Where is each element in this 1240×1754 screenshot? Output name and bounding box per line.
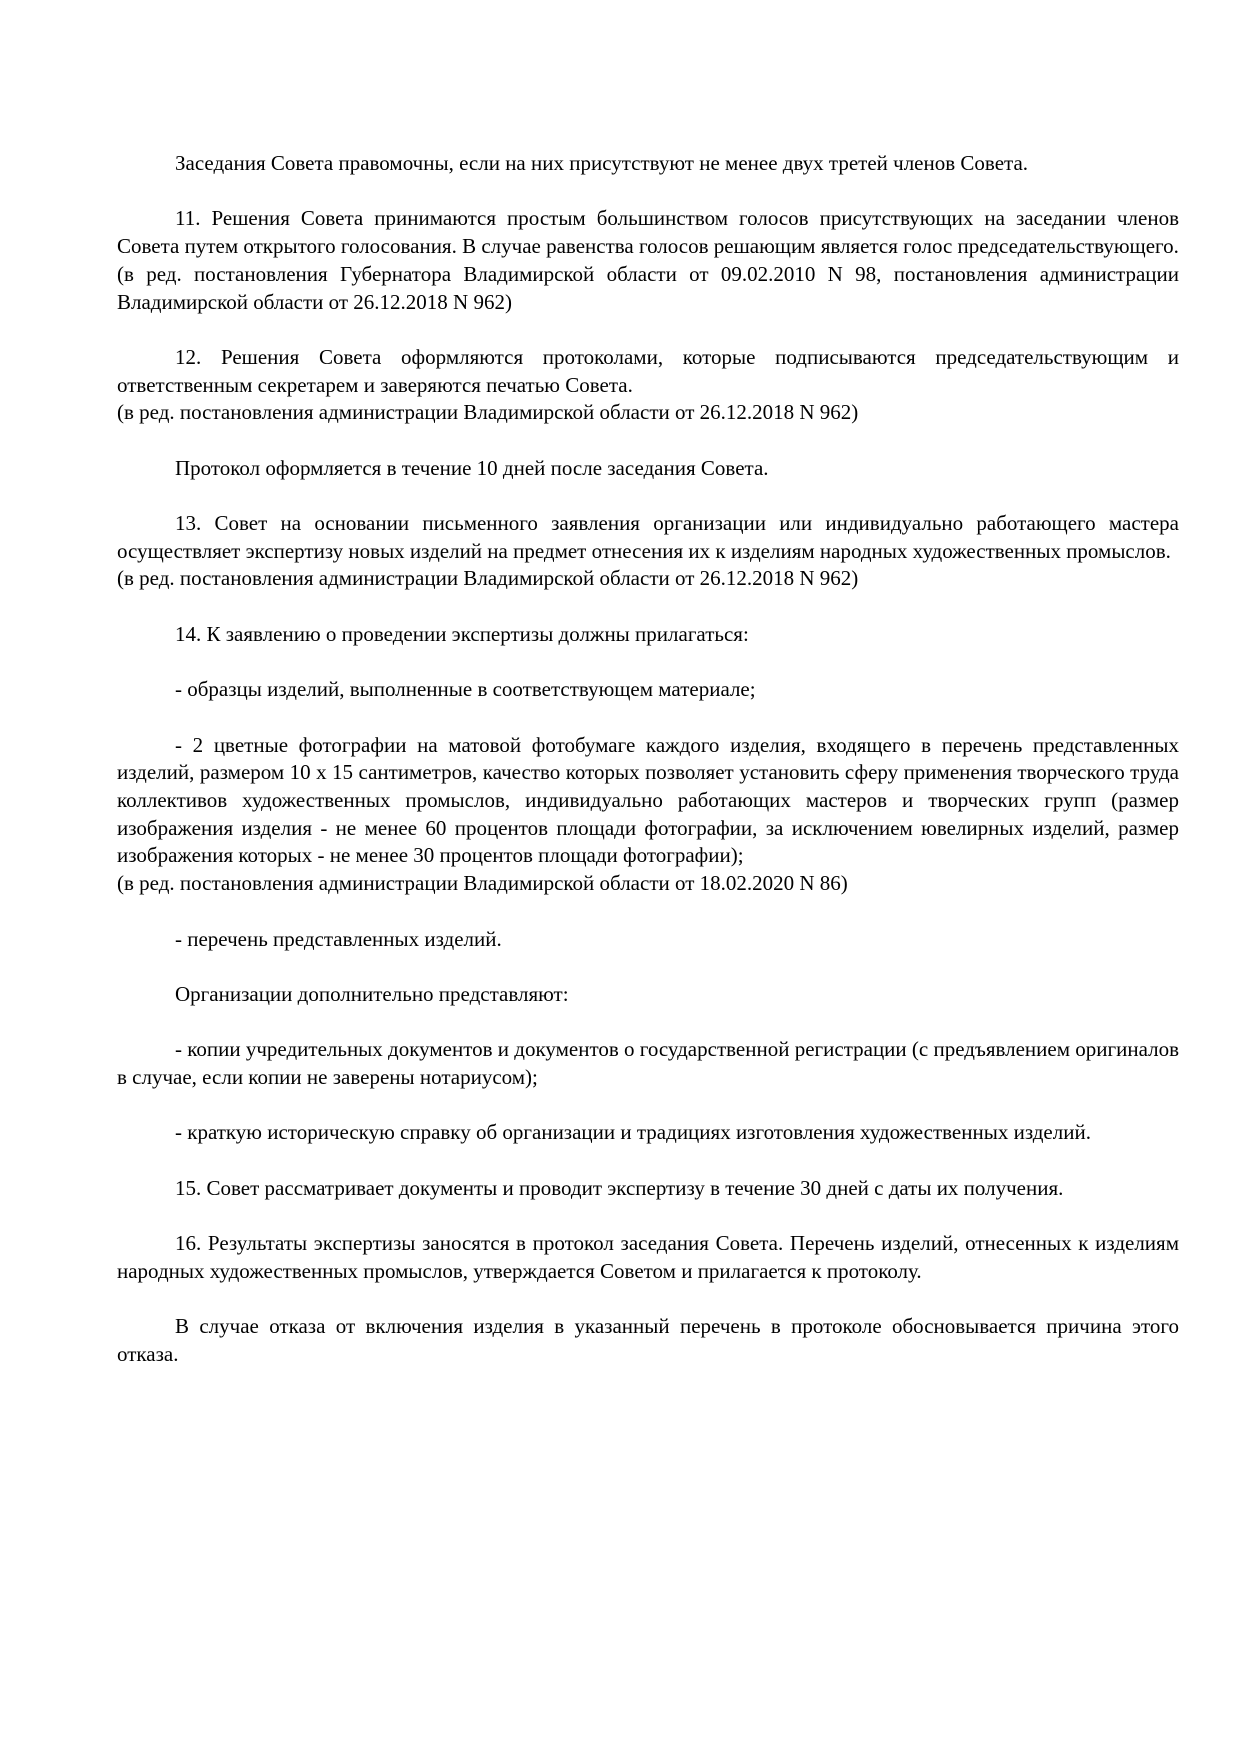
amendment-note: (в ред. постановления Губернатора Владимирской области от 09.02.2010 N 98, постановления администрации Владимирской области от 26.12.2018 N 962) xyxy=(117,261,1179,314)
list-item-items-list: - перечень представленных изделий. xyxy=(175,926,502,951)
list-item-samples: - образцы изделий, выполненные в соответствующем материале; xyxy=(175,677,756,702)
list-item-copies: - копии учредительных документов и документов о государственной регистрации (с предъявлением оригиналов в случае, если копии не заверены нотариусом); xyxy=(117,1037,1179,1090)
paragraph-organizations: Организации дополнительно представляют: xyxy=(175,981,569,1006)
amendment-note: (в ред. постановления администрации Владимирской области от 18.02.2020 N 86) xyxy=(117,871,848,896)
paragraph-refusal: В случае отказа от включения изделия в указанный перечень в протоколе обосновывается причина этого отказа. xyxy=(117,1314,1179,1367)
paragraph-15: 15. Совет рассматривает документы и проводит экспертизу в течение 30 дней с даты их получения. xyxy=(175,1175,1064,1200)
paragraph-11: 11. Решения Совета принимаются простым большинством голосов присутствующих на заседании членов Совета путем открытого голосования. В случае равенства голосов решающим является голос председательствующего. xyxy=(117,206,1179,259)
paragraph-quorum: Заседания Совета правомочны, если на них присутствуют не менее двух третей членов Совета. xyxy=(175,151,1029,175)
paragraph-12: 12. Решения Совета оформляются протоколами, которые подписываются председательствующим и ответственным секретарем и заверяются печатью Совета. xyxy=(117,344,1179,397)
list-item-photos: - 2 цветные фотографии на матовой фотобумаге каждого изделия, входящего в перечень представленных изделий, размером 10 x 15 сантиметров, качество которых позволяет установить сферу применения творческого труда коллективов художественных промыслов, индивидуально работающих мастеров и творческих групп (размер изображения изделия - не менее 60 процентов площади фотографии, за исключением ювелирных изделий, размер изображения которых - не менее 30 процентов площади фотографии); xyxy=(117,732,1179,868)
paragraph-13: 13. Совет на основании письменного заявления организации или индивидуально работающего мастера осуществляет экспертизу новых изделий на предмет отнесения их к изделиям народных художественных промыслов. xyxy=(117,511,1179,563)
list-item-history: - краткую историческую справку об организации и традициях изготовления художественных изделий. xyxy=(175,1120,1091,1145)
paragraph-14: 14. К заявлению о проведении экспертизы должны прилагаться: xyxy=(175,621,749,646)
paragraph-protocol-term: Протокол оформляется в течение 10 дней после заседания Совета. xyxy=(175,455,769,480)
document-page xyxy=(117,150,1179,1396)
paragraph-16: 16. Результаты экспертизы заносятся в протокол заседания Совета. Перечень изделий, отнесенных к изделиям народных художественных промыслов, утверждается Советом и прилагается к протоколу. xyxy=(117,1231,1179,1283)
amendment-note: (в ред. постановления администрации Владимирской области от 26.12.2018 N 962) xyxy=(117,400,859,425)
amendment-note: (в ред. постановления администрации Владимирской области от 26.12.2018 N 962) xyxy=(117,566,859,591)
